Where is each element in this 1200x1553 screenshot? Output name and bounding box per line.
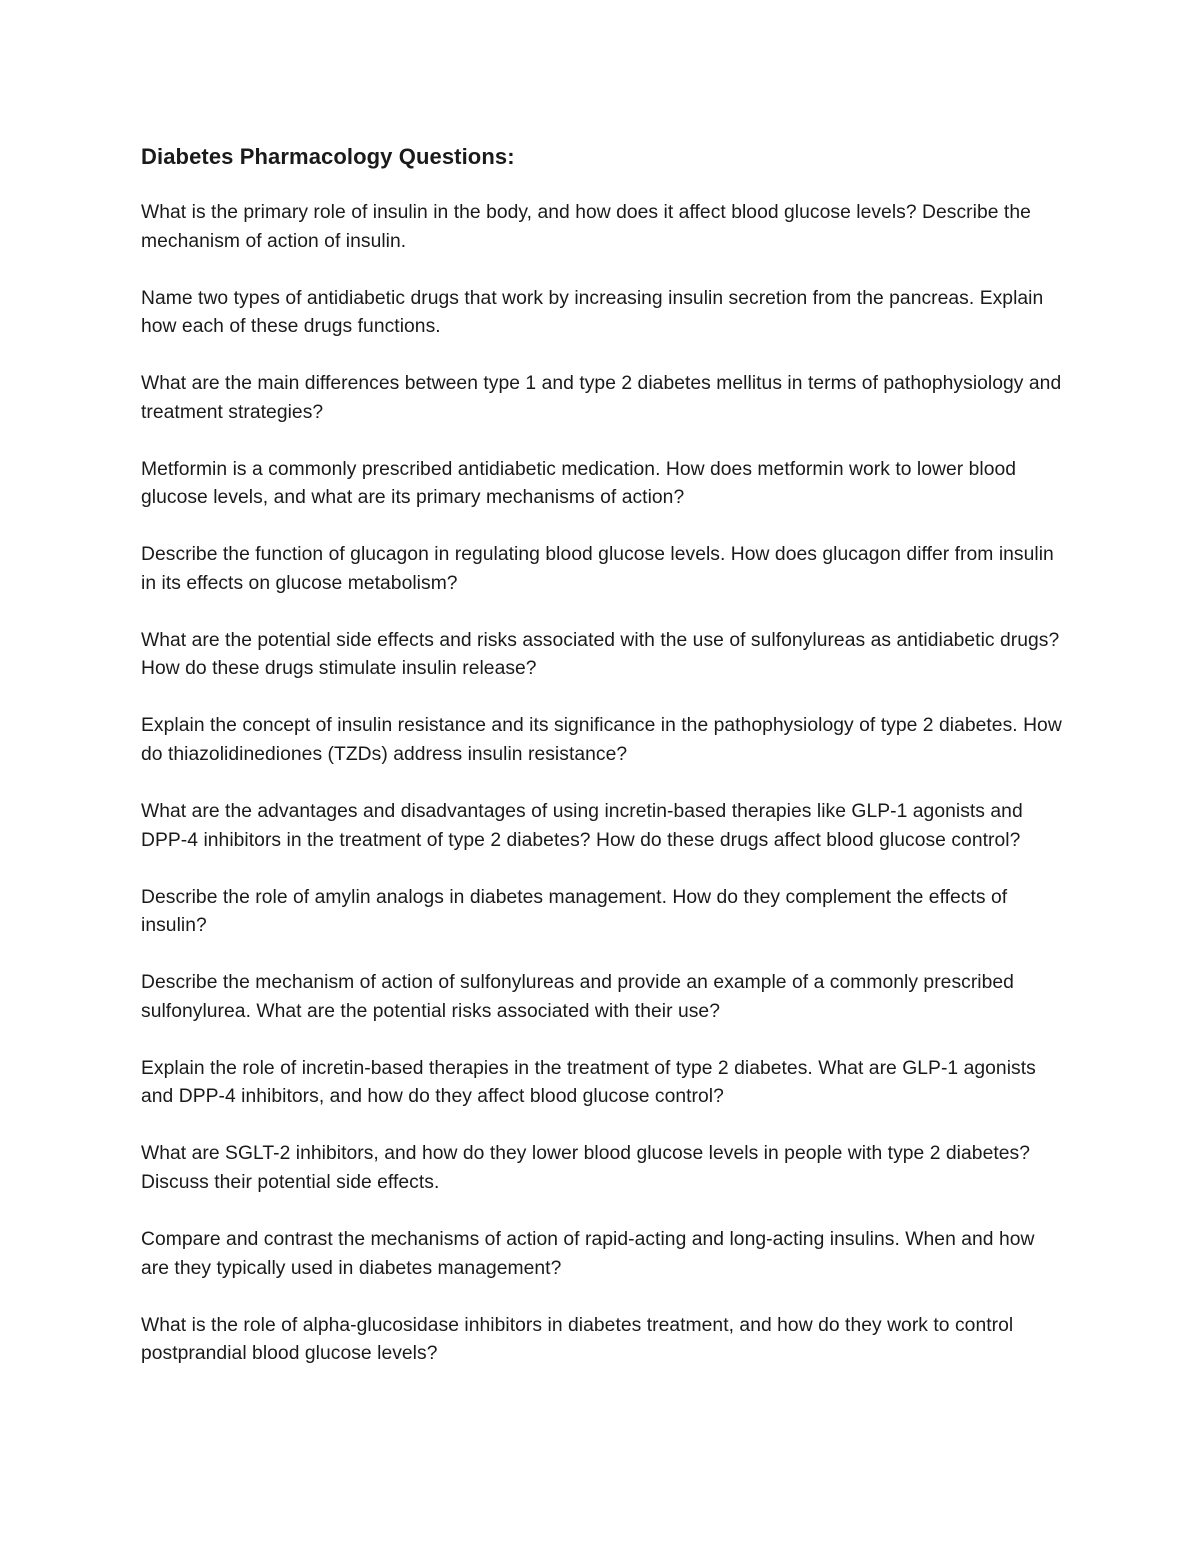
question-paragraph: What are the main differences between type 1 and type 2 diabetes mellitus in terms of pathophysiology and treatment strategies? <box>141 373 1062 423</box>
question-paragraph: What are the potential side effects and risks associated with the use of sulfonylureas as antidiabetic drugs? How do these drugs stimulate insulin release? <box>141 629 1060 680</box>
question-paragraph: Compare and contrast the mechanisms of action of rapid-acting and long-acting insulins. When and how are they typically used in diabetes management? <box>141 1228 1035 1279</box>
document-body <box>141 142 1066 1397</box>
question-paragraph: Describe the function of glucagon in regulating blood glucose levels. How does glucagon differ from insulin in its effects on glucose metabolism? <box>141 544 1054 594</box>
question-paragraph: What are the advantages and disadvantages of using incretin-based therapies like GLP-1 agonists and DPP-4 inhibitors in the treatment of type 2 diabetes? How do these drugs affect blood glucose control? <box>141 801 1023 851</box>
question-paragraph: Name two types of antidiabetic drugs that work by increasing insulin secretion from the pancreas. Explain how each of these drugs functions. <box>141 287 1044 338</box>
question-paragraph: Describe the mechanism of action of sulfonylureas and provide an example of a commonly prescribed sulfonylurea. What are the potential risks associated with their use? <box>141 972 1014 1022</box>
question-paragraph: Metformin is a commonly prescribed antidiabetic medication. How does metformin work to lower blood glucose levels, and what are its primary mechanisms of action? <box>141 458 1017 509</box>
question-paragraph: Describe the role of amylin analogs in diabetes management. How do they complement the effects of insulin? <box>141 886 1008 937</box>
question-paragraph: What is the role of alpha-glucosidase inhibitors in diabetes treatment, and how do they work to control postprandial blood glucose levels? <box>141 1314 1014 1365</box>
question-paragraph: What are SGLT-2 inhibitors, and how do they lower blood glucose levels in people with type 2 diabetes? Discuss their potential side effects. <box>141 1143 1030 1193</box>
question-paragraph: What is the primary role of insulin in the body, and how does it affect blood glucose levels? Describe the mechanism of action of insulin. <box>141 202 1031 252</box>
question-paragraph: Explain the concept of insulin resistance and its significance in the pathophysiology of type 2 diabetes. How do thiazolidinediones (TZDs) address insulin resistance? <box>141 715 1062 766</box>
question-paragraph: Explain the role of incretin-based therapies in the treatment of type 2 diabetes. What are GLP-1 agonists and DPP-4 inhibitors, and how do they affect blood glucose control? <box>141 1057 1036 1108</box>
document-title: Diabetes Pharmacology Questions: <box>141 144 515 169</box>
